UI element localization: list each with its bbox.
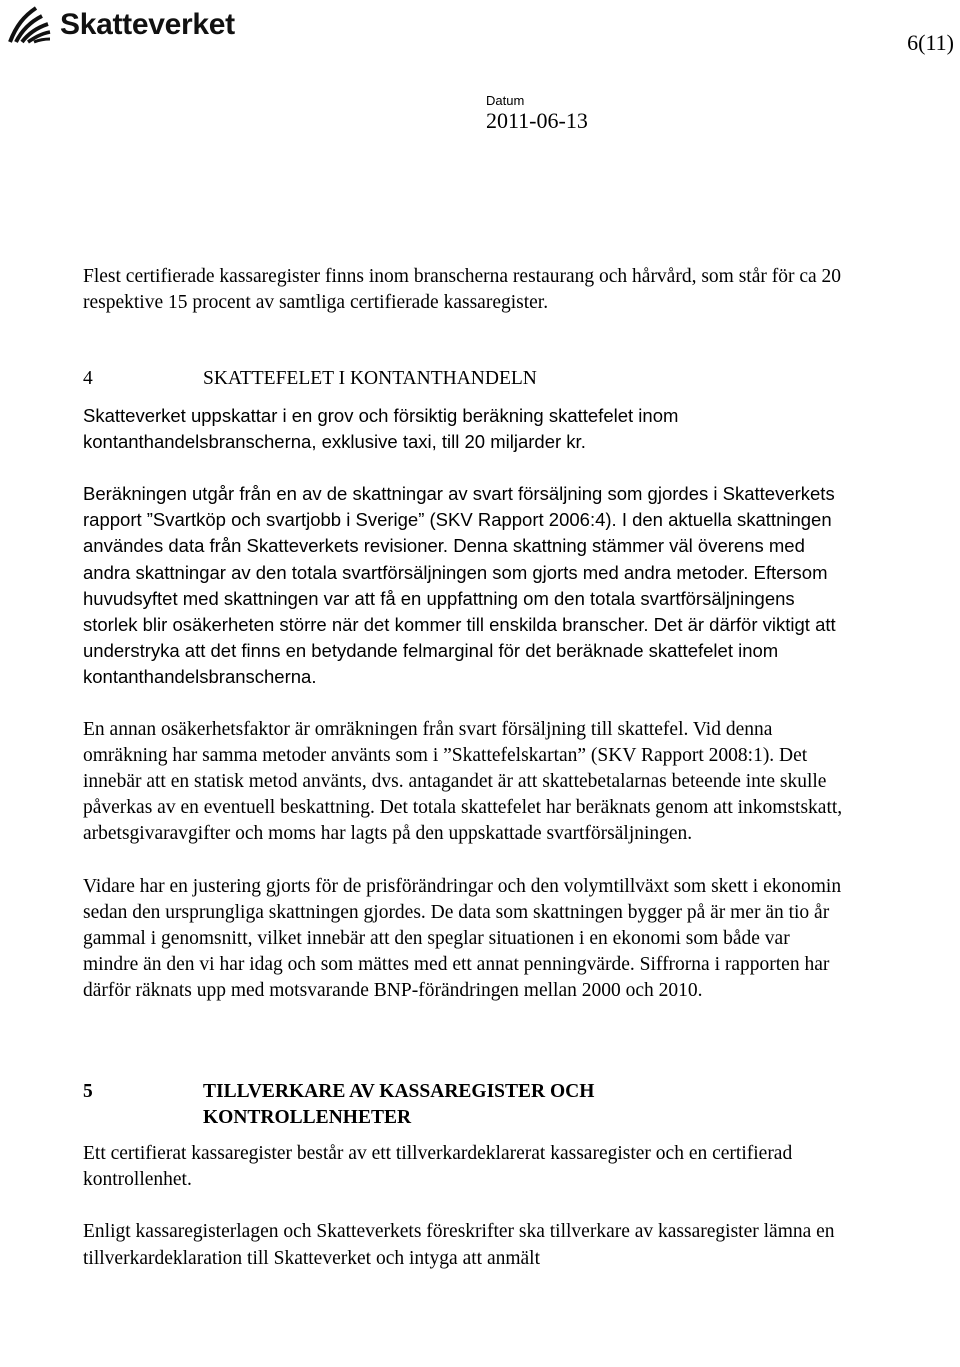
section-4-paragraph-1: Skatteverket uppskattar i en grov och försiktig beräkning skattefelet inom kontanthandelsbranscherna, exklusive taxi, till 20 miljarder kr. <box>83 404 679 452</box>
section-5-paragraph-1: Ett certifierat kassaregister består av ett tillverkardeklarerat kassaregister och en certifierad kontrollenhet. <box>83 1143 793 1191</box>
section-4-paragraph-4: Vidare har en justering gjorts för de prisförändringar och den volymtillväxt som skett i ekonomin sedan den ursprungliga skattningen gjordes. De data som skattningen bygger på är mer än tio år gammal i genomsnitt, vilket innebär att den speglar situationen i en ekonomi som både var mindre än den vi har idag och som mättes med ett annat penningvärde. Siffrorna i rapporten har därför räknats upp med motsvarande BNP-förändringen mellan 2000 och 2010. <box>83 875 842 1002</box>
skatteverket-logo <box>6 4 235 46</box>
section-4-paragraph-3: En annan osäkerhetsfaktor är omräkningen från svart försäljning till skattefel. Vid denna omräkning har samma metoder använts som i ”Skattefelskartan” (SKV Rapport 2008:1). Det innebär att en statisk metod använts, dvs. antagandet är att skattebetalarnas beteende inte skulle påverkas av en eventuell beskattning. Det totala skattefelet har beräknats genom att inkomstskatt, arbetsgivaravgifter och moms har lagts på den uppskattade svartförsäljningen. <box>83 718 843 845</box>
date-value: 2011-06-13 <box>486 108 588 133</box>
section-title: SKATTEFELET I KONTANTHANDELN <box>203 368 537 390</box>
section-number: 4 <box>83 368 93 390</box>
logo-text: Skatteverket <box>60 8 235 41</box>
section-title: TILLVERKARE AV KASSAREGISTER OCH KONTROLLENHETER <box>203 1080 595 1128</box>
section-number: 5 <box>83 1080 93 1102</box>
section-5-heading <box>83 1079 843 1131</box>
section-5-paragraph-2: Enligt kassaregisterlagen och Skatteverkets föreskrifter ska tillverkare av kassaregister lämna en tillverkardeklaration till Skatteverket och intyga att anmält <box>83 1221 835 1269</box>
section-4-heading <box>83 366 843 392</box>
page-number: 6(11) <box>907 30 954 55</box>
intro-paragraph: Flest certifierade kassaregister finns inom branscherna restaurang och hårvård, som står för ca 20 respektive 15 procent av samtliga certifierade kassaregister. <box>83 266 842 314</box>
date-label: Datum <box>486 93 525 108</box>
document-body <box>83 264 843 1272</box>
page-header <box>0 0 960 60</box>
section-4-paragraph-2: Beräkningen utgår från en av de skattningar av svart försäljning som gjordes i Skatteverkets rapport ”Svartköp och svartjobb i Sverige” (SKV Rapport 2006:4). I den aktuella skattningen användes data från Skatteverkets revisioner. Denna skattning stämmer väl överens med andra skattningar av den totala svartförsäljningen som gjorts med andra metoder. Eftersom huvudsyftet med skattningen var att få en uppfattning om den totala svartförsäljningens storlek blir osäkerheten större när det kommer till enskilda branscher. Det är därför viktigt att understryka att det finns en betydande felmarginal för det beräknade skattefelet inom kontanthandelsbranscherna. <box>83 483 836 688</box>
logo-mark-icon <box>6 4 52 46</box>
